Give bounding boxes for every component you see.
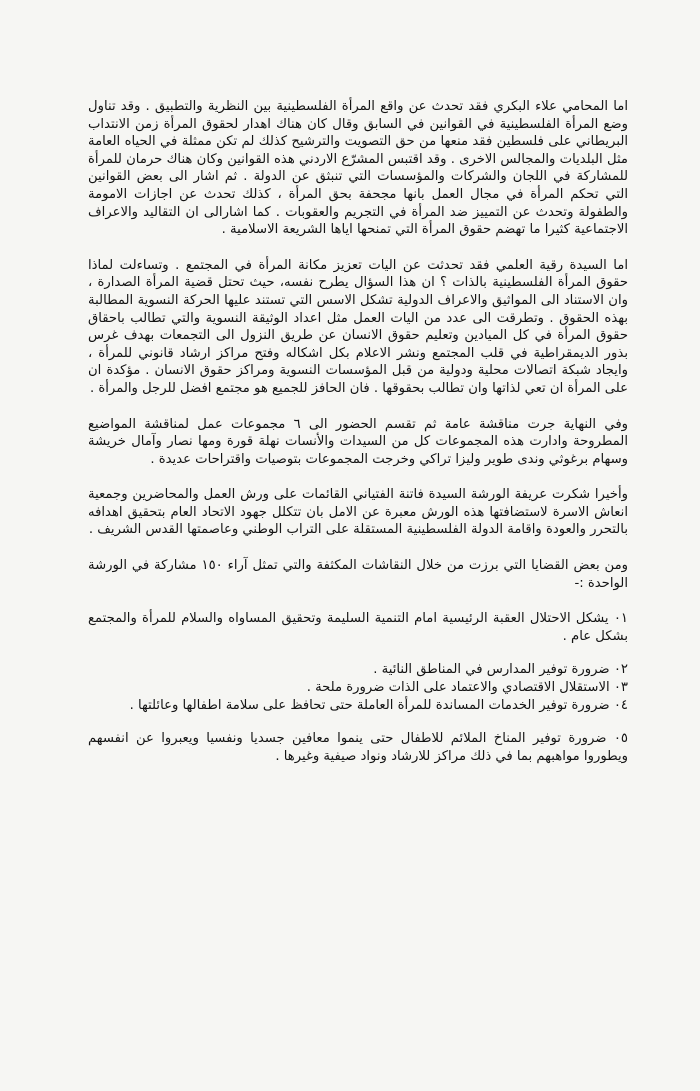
issues-list: [88, 610, 628, 765]
list-item: ٠٣ الاستقلال الاقتصادي والاعتماد على الذات ضرورة ملحة .: [306, 680, 628, 696]
list-item: ٠٢ ضرورة توفير المدارس في المناطق النائية .: [373, 662, 628, 678]
paragraph-thanks: وأخيرا شكرت عريفة الورشة السيدة فاتنة الفتياني القائمات على ورش العمل والمحاضرين وجمعية انعاش الاسرة لاستضافتها هذه الورش معبرة عن الامل بان تتكلل جهود الاتحاد العام بتحقيق اهدافه بالتحرر والعودة واقامة الدولة الفلسطينية المستقلة على التراب الوطني وعاصمتها القدس الشريف .: [88, 487, 628, 538]
paragraph-discussion: وفي النهاية جرت مناقشة عامة ثم تقسم الحضور الى ٦ مجموعات عمل لمناقشة المواضيع المطروحة وادارت هذه المجموعات كل من السيدات والأنسات نهلة قورة ومها نصار وآمال خريشة وسهام برغوثي وندى طوير وليزا تراكي وخرجت المجموعات بتوصيات واقتراحات عديدة .: [88, 416, 628, 467]
list-item: ٠٤ ضرورة توفير الخدمات المساندة للمرأة العاملة حتى تحافظ على سلامة اطفالها وعائلتها .: [129, 697, 628, 713]
paragraph-alami: اما السيدة رقية العلمي فقد تحدثت عن اليات تعزيز مكانة المرأة في المجتمع . وتساءلت لماذا حقوق المرأة الفلسطينية بالذات ؟ ان هذا السؤال يطرح نفسه، حيث تحتل قضية المرأة الصدارة ، وان الاستناد الى المواثيق والاعراف الدولية تشكل الاسس التي تستند عليها الحركة النسوية المطالبة بهذه الحقوق . وتطرقت الى عدد من اليات العمل مثل اعداد الوثيقة النسوية والتي تطالب باحقاق حقوق المرأة في كل الميادين وتعليم حقوق الانسان عن طريق النزول الى التجمعات بهدف غرس بذور الديمقراطية في قلب المجتمع ونشر الاعلام بكل اشكاله وفتح مراكز ارشاد قانوني للمرأة ، وايجاد شبكة اتصالات محلية ودولية من قبل المؤسسات النسوية ومراكز حقوق الانسان . مؤكدة ان على المرأة ان تعي لذاتها وان تطالب بحقوقها . فان الحافز للجميع هو مجتمع افضل للرجل والمرأة .: [88, 257, 628, 396]
document-body: [88, 98, 628, 765]
paragraph-issues-intro: ومن بعض القضايا التي برزت من خلال النقاشات المكثفة والتي تمثل آراء ١٥٠ مشاركة في الورشة الواحدة :-: [88, 558, 628, 591]
list-item: ٠١ يشكل الاحتلال العقبة الرئيسية امام التنمية السليمة وتحقيق المساواه والسلام للمرأة والمجتمع بشكل عام .: [88, 611, 628, 644]
list-item: ٠٥ ضرورة توفير المناخ الملائم للاطفال حتى ينموا معافين جسديا ونفسيا ويعبروا عن انفسهم ويطوروا مواهبهم بما في ذلك مراكز للارشاد ونواد صيفية وغيرها .: [88, 731, 628, 764]
paragraph-bakri: اما المحامي علاء البكري فقد تحدث عن واقع المرأة الفلسطينية بين النظرية والتطبيق . وقد تناول وضع المرأة الفلسطينية في القوانين في السابق وقال كان هناك اهدار لحقوق المرأة زمن الانتداب البريطاني على فلسطين فقد منعها من حق التصويت والترشيح كذلك لم تكن ممثلة في الحياه العامة مثل البلديات والمجالس الاخرى . وقد اقتبس المشرّع الاردني هذه القوانين وكان هناك حرمان للمرأة للمشاركة في اللجان والشركات والمؤسسات التي تنبثق عن الدولة . ثم اشار الى بعض القوانين التي تحكم المرأة في مجال العمل بانها مجحفة بحق المرأة ، كذلك تحدث عن اجازات الامومة والطفولة وتحدث عن التمييز ضد المرأة في التجريم والعقوبات . كما اشارالى ان التقاليد والاعراف الاجتماعية كثيرا ما تهضم حقوق المرأة التي تمنحها اياها الشريعة الاسلامية .: [88, 99, 628, 238]
